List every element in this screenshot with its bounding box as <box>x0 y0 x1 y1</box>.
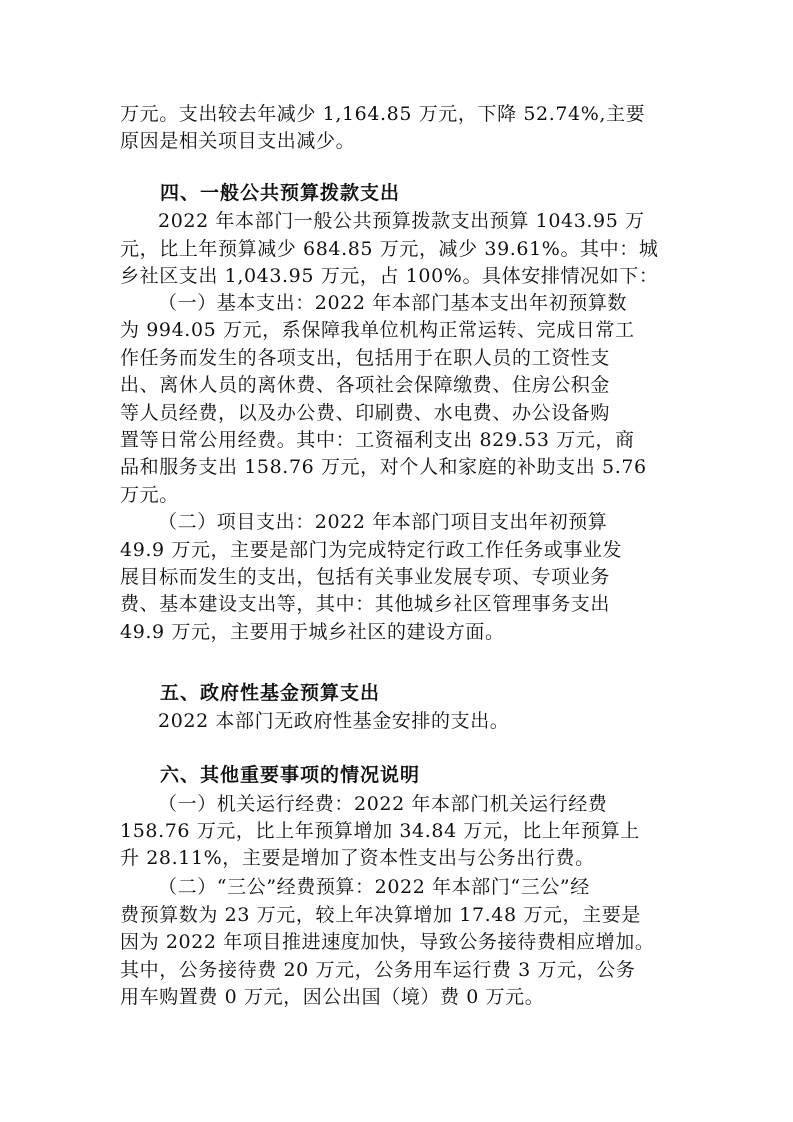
project-expense-line: 49.9 万元，主要用于城乡社区的建设方面。 <box>120 621 505 643</box>
intro-paragraph-line: 万元。支出较去年减少 1,164.85 万元，下降 52.74%,主要 <box>120 103 646 125</box>
section-6-heading: 六、其他重要事项的情况说明 <box>160 764 421 786</box>
section-5-paragraph-line: 2022 本部门无政府性基金安排的支出。 <box>158 710 510 732</box>
project-expense-line: （二）项目支出：2022 年本部门项目支出年初预算 <box>158 511 608 533</box>
operating-expense-line: 158.76 万元，比上年预算增加 34.84 万元，比上年预算上 <box>120 820 640 842</box>
basic-expense-line: 为 994.05 万元，系保障我单位机构正常运转、完成日常工 <box>120 319 635 341</box>
section-4-paragraph-line: 2022 年本部门一般公共预算拨款支出预算 1043.95 万 <box>158 210 645 232</box>
operating-expense-line: 升 28.11%，主要是增加了资本性支出与公务出行费。 <box>120 847 595 869</box>
section-4-heading: 四、一般公共预算拨款支出 <box>160 182 401 204</box>
basic-expense-line: 万元。 <box>120 484 179 506</box>
three-public-expense-line: 因为 2022 年项目推进速度加快，导致公务接待费相应增加。 <box>120 931 655 953</box>
basic-expense-line: 作任务而发生的各项支出，包括用于在职人员的工资性支 <box>120 347 611 369</box>
three-public-expense-line: 用车购置费 0 万元，因公出国（境）费 0 万元。 <box>120 986 545 1008</box>
three-public-expense-line: 其中，公务接待费 20 万元，公务用车运行费 3 万元，公务 <box>120 959 636 981</box>
project-expense-line: 展目标而发生的支出，包括有关事业发展专项、专项业务 <box>120 566 611 588</box>
basic-expense-line: （一）基本支出：2022 年本部门基本支出年初预算数 <box>158 292 627 314</box>
basic-expense-line: 置等日常公用经费。其中：工资福利支出 829.53 万元，商 <box>120 429 635 451</box>
intro-paragraph-line: 原因是相关项目支出减少。 <box>120 130 356 152</box>
basic-expense-line: 等人员经费，以及办公费、印刷费、水电费、办公设备购 <box>120 402 611 424</box>
section-4-paragraph-line: 乡社区支出 1,043.95 万元，占 100%。具体安排情况如下： <box>120 265 659 287</box>
basic-expense-line: 品和服务支出 158.76 万元，对个人和家庭的补助支出 5.76 <box>120 456 647 478</box>
section-4-paragraph-line: 元，比上年预算减少 684.85 万元，减少 39.61%。其中：城 <box>120 238 659 260</box>
three-public-expense-line: 费预算数为 23 万元，较上年决算增加 17.48 万元，主要是 <box>120 904 641 926</box>
section-5-heading: 五、政府性基金预算支出 <box>160 682 381 704</box>
operating-expense-line: （一）机关运行经费：2022 年本部门机关运行经费 <box>158 793 608 815</box>
three-public-expense-line: （二）“三公”经费预算：2022 年本部门“三公”经 <box>158 876 590 898</box>
project-expense-line: 费、基本建设支出等，其中：其他城乡社区管理事务支出 <box>120 593 611 615</box>
basic-expense-line: 出、离休人员的离休费、各项社会保障缴费、住房公积金 <box>120 374 611 396</box>
project-expense-line: 49.9 万元，主要是部门为完成特定行政工作任务或事业发 <box>120 539 623 561</box>
